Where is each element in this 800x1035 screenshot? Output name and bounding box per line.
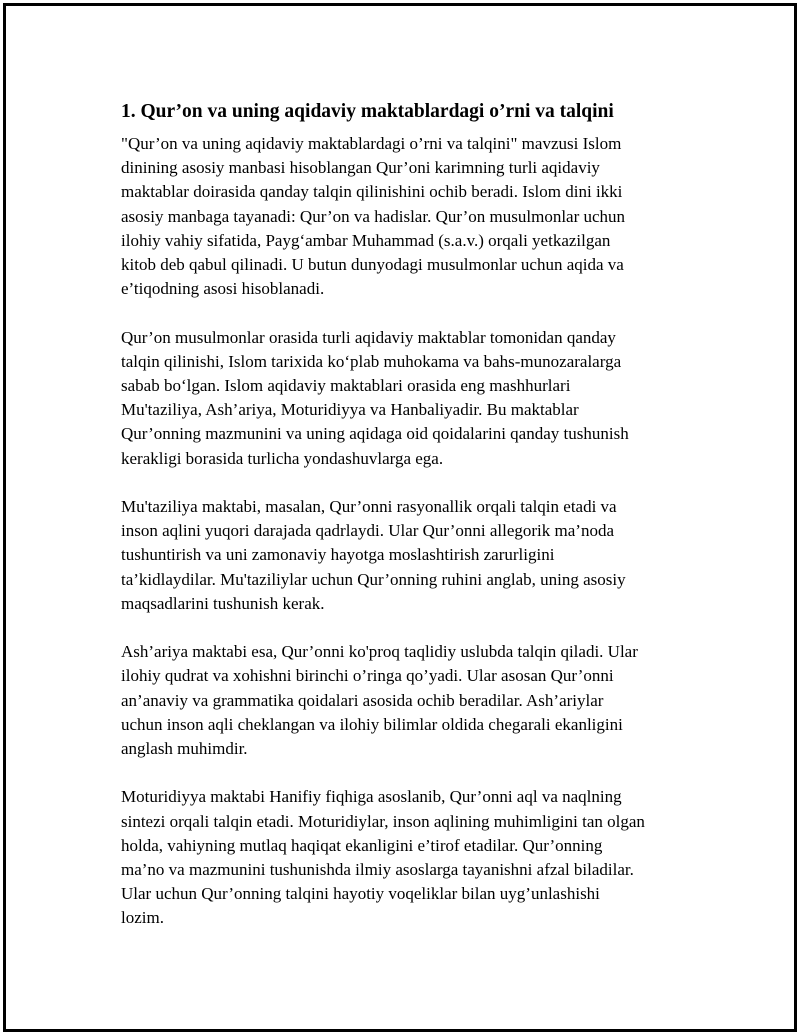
paragraph-line: ta’kidlaydilar. Mu'taziliylar uchun Qur’onning ruhini anglab, uning asosiy [121,569,626,589]
paragraph-line: inson aqlini yuqori darajada qadrlaydi. Ular Qur’onni allegorik ma’noda [121,521,615,541]
paragraph-line: Qur’onning mazmunini va uning aqidaga oid qoidalarini qanday tushunish [121,424,629,444]
paragraph-line: kitob deb qabul qilinadi. U butun dunyodagi musulmonlar uchun aqida va [121,255,624,275]
section-heading: 1. Qur’on va uning aqidaviy maktablardagi o’rni va talqini [121,101,614,122]
paragraph-3 [121,495,701,616]
paragraph-line: anglash muhimdir. [121,739,248,759]
paragraph-line: ilohiy qudrat va xohishni birinchi o’ringa qo’yadi. Ular asosan Qur’onni [121,666,614,686]
paragraph-line: Mu'taziliya, Ash’ariya, Moturidiyya va Hanbaliyadir. Bu maktablar [121,400,579,420]
paragraph-line: dinining asosiy manbasi hisoblangan Qur’oni karimning turli aqidaviy [121,158,600,178]
paragraph-line: Qur’on musulmonlar orasida turli aqidaviy maktablar tomonidan qanday [121,327,616,347]
paragraph-line: sintezi orqali talqin etadi. Moturidiylar, inson aqlining muhimligini tan olgan [121,811,645,831]
paragraph-line: kerakligi borasida turlicha yondashuvlarga ega. [121,448,444,468]
paragraph-1 [121,132,701,301]
document-body [121,99,701,955]
paragraph-line: holda, vahiyning mutlaq haqiqat ekanligini e’tirof etadilar. Qur’onning [121,835,603,855]
paragraph-line: e’tiqodning asosi hisoblanadi. [121,279,325,299]
paragraph-line: asosiy manbaga tayanadi: Qur’on va hadislar. Qur’on musulmonlar uchun [121,206,626,226]
paragraph-line: tushuntirish va uni zamonaviy hayotga moslashtirish zarurligini [121,545,555,565]
paragraph-line: ma’no va mazmunini tushunishda ilmiy asoslarga tayanishni afzal biladilar. [121,860,634,880]
paragraph-2 [121,326,701,471]
paragraph-line: Mu'taziliya maktabi, masalan, Qur’onni rasyonallik orqali talqin etadi va [121,497,617,517]
paragraph-5 [121,785,701,930]
paragraph-line: Ash’ariya maktabi esa, Qur’onni ko'proq taqlidiy uslubda talqin qiladi. Ular [121,642,638,662]
paragraph-line: uchun inson aqli cheklangan va ilohiy bilimlar oldida chegarali ekanligini [121,714,623,734]
paragraph-line: talqin qilinishi, Islom tarixida ko‘plab muhokama va bahs-munozaralarga [121,351,622,371]
paragraph-line: lozim. [121,908,164,928]
page-frame [3,3,797,1032]
paragraph-line: "Qur’on va uning aqidaviy maktablardagi o’rni va talqini" mavzusi Islom [121,134,622,153]
paragraph-4 [121,640,701,761]
paragraph-line: an’anaviy va grammatika qoidalari asosida ochib beradilar. Ash’ariylar [121,690,604,710]
paragraph-line: ilohiy vahiy sifatida, Payg‘ambar Muhammad (s.a.v.) orqali yetkazilgan [121,230,611,250]
paragraph-line: Ular uchun Qur’onning talqini hayotiy voqeliklar bilan uyg’unlashishi [121,884,600,904]
paragraph-line: maktablar doirasida qanday talqin qilinishini ochib beradi. Islom dini ikki [121,182,623,202]
paragraph-line: Moturidiyya maktabi Hanifiy fiqhiga asoslanib, Qur’onni aql va naqlning [121,787,622,807]
paragraph-line: maqsadlarini tushunish kerak. [121,593,325,613]
paragraph-line: sabab bo‘lgan. Islom aqidaviy maktablari orasida eng mashhurlari [121,376,571,396]
